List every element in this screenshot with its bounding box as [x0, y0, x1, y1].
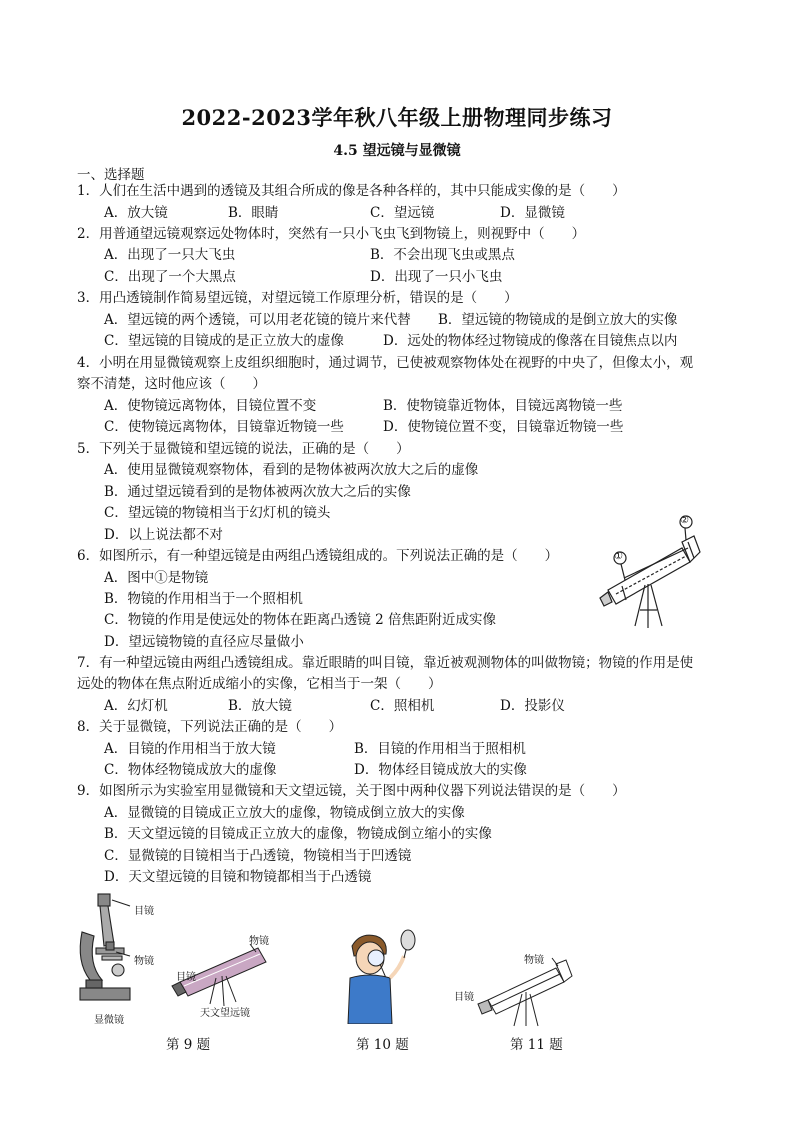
telescope-objective-label: 物镜 — [249, 936, 269, 947]
q7-option-a: A．幻灯机 — [104, 698, 168, 714]
q5-option-c: C．望远镜的物镜相当于幻灯机的镜头 — [104, 505, 331, 521]
q4-stem-line2: 察不清楚，这时他应该（ ） — [77, 376, 266, 392]
q3-option-c: C．望远镜的目镜成的是正立放大的虚像 — [104, 333, 344, 349]
q1-option-c: C．望远镜 — [370, 205, 435, 221]
q2-stem: 2．用普通望远镜观察远处物体时，突然有一只小飞虫飞到物镜上，则视野中（ ） — [77, 226, 586, 242]
page-title: 2022-2023学年秋八年级上册物理同步练习 — [181, 105, 613, 130]
q1-option-a: A．放大镜 — [104, 205, 168, 221]
q9-option-b: B．天文望远镜的目镜成正立放大的虚像，物镜成倒立缩小的实像 — [104, 826, 492, 842]
q3-option-d: D．远处的物体经过物镜成的像落在目镜焦点以内 — [383, 333, 678, 349]
q3-stem: 3．用凸透镜制作简易望远镜，对望远镜工作原理分析，错误的是（ ） — [77, 290, 518, 306]
q4-option-c: C．使物镜远离物体，目镜靠近物镜一些 — [104, 419, 344, 435]
q1-option-d: D．显微镜 — [500, 205, 565, 221]
caption-q11: 第 11 题 — [510, 1037, 563, 1053]
section-heading: 一、选择题 — [77, 167, 145, 183]
q10-boy-magnifier-figure — [330, 928, 430, 1024]
q5-option-a: A．使用显微镜观察物体，看到的是物体被两次放大之后的虚像 — [104, 462, 479, 478]
q3-option-b: B．望远镜的物镜成的是倒立放大的实像 — [438, 312, 678, 328]
page-subtitle: 4.5 望远镜与显微镜 — [333, 143, 461, 159]
q7-option-b: B．放大镜 — [228, 698, 292, 714]
q5-stem: 5．下列关于显微镜和望远镜的说法，正确的是（ ） — [77, 441, 410, 457]
q9-stem: 9．如图所示为实验室用显微镜和天文望远镜，关于图中两种仪器下列说法错误的是（ ） — [77, 783, 626, 799]
microscope-name-label: 显微镜 — [94, 1015, 124, 1026]
q9-option-c: C．显微镜的目镜相当于凸透镜，物镜相当于凹透镜 — [104, 848, 412, 864]
q4-option-b: B．使物镜靠近物体，目镜远离物镜一些 — [383, 398, 623, 414]
q8-option-c: C．物体经物镜成放大的虚像 — [104, 762, 277, 778]
q4-option-d: D．使物镜位置不变，目镜靠近物镜一些 — [383, 419, 624, 435]
q7-option-c: C．照相机 — [370, 698, 435, 714]
q8-stem: 8．关于显微镜，下列说法正确的是（ ） — [77, 719, 343, 735]
q8-option-a: A．目镜的作用相当于放大镜 — [104, 741, 276, 757]
q4-option-a: A．使物镜远离物体，目镜位置不变 — [104, 398, 317, 414]
q2-option-d: D．出现了一只小飞虫 — [370, 269, 503, 285]
q6-option-b: B．物镜的作用相当于一个照相机 — [104, 591, 303, 607]
q6-figure-mark-1: ① — [614, 551, 623, 562]
q1-option-b: B．眼睛 — [228, 205, 279, 221]
q2-option-c: C．出现了一个大黑点 — [104, 269, 236, 285]
q8-option-d: D．物体经目镜成放大的实像 — [354, 762, 527, 778]
q1-stem: 1．人们在生活中遇到的透镜及其组合所成的像是各种各样的，其中只能成实像的是（ ） — [77, 183, 626, 199]
q7-stem-line1: 7．有一种望远镜由两组凸透镜组成。靠近眼睛的叫目镜，靠近被观测物体的叫做物镜；物镜的作用是使 — [77, 655, 694, 671]
q7-stem-line2: 远处的物体在焦点附近成缩小的实像，它相当于一架（ ） — [77, 676, 442, 692]
q4-stem-line1: 4．小明在用显微镜观察上皮组织细胞时，通过调节，已使被观察物体处在视野的中央了，但像太小，观 — [77, 355, 694, 371]
q6-telescope-figure — [590, 508, 720, 638]
q6-option-c: C．物镜的作用是使远处的物体在距离凸透镜 2 倍焦距附近成实像 — [104, 612, 497, 628]
q5-option-d: D．以上说法都不对 — [104, 527, 223, 543]
q2-option-b: B．不会出现飞虫或黑点 — [370, 247, 515, 263]
q6-figure-mark-2: ② — [680, 515, 689, 526]
telescope-eyepiece-label: 目镜 — [176, 972, 196, 983]
q3-option-a: A．望远镜的两个透镜，可以用老花镜的镜片来代替 — [104, 312, 411, 328]
q9-option-d: D．天文望远镜的目镜和物镜都相当于凸透镜 — [104, 869, 372, 885]
q6-option-a: A．图中①是物镜 — [104, 570, 209, 586]
caption-q9: 第 9 题 — [166, 1037, 211, 1053]
q9-option-a: A．显微镜的目镜成正立放大的虚像，物镜成倒立放大的实像 — [104, 805, 465, 821]
q11-objective-label: 物镜 — [524, 955, 544, 966]
q2-option-a: A．出现了一只大飞虫 — [104, 247, 236, 263]
q7-option-d: D．投影仪 — [500, 698, 565, 714]
microscope-objective-label: 物镜 — [134, 956, 154, 967]
microscope-eyepiece-label: 目镜 — [134, 906, 154, 917]
q5-option-b: B．通过望远镜看到的是物体被两次放大之后的实像 — [104, 484, 411, 500]
q11-eyepiece-label: 目镜 — [454, 992, 474, 1003]
q8-option-b: B．目镜的作用相当于照相机 — [354, 741, 526, 757]
telescope-name-label: 天文望远镜 — [200, 1008, 250, 1019]
caption-q10: 第 10 题 — [356, 1037, 409, 1053]
q6-option-d: D．望远镜物镜的直径应尽量做小 — [104, 634, 304, 650]
q6-stem: 6．如图所示，有一种望远镜是由两组凸透镜组成的。下列说法正确的是（ ） — [77, 548, 559, 564]
